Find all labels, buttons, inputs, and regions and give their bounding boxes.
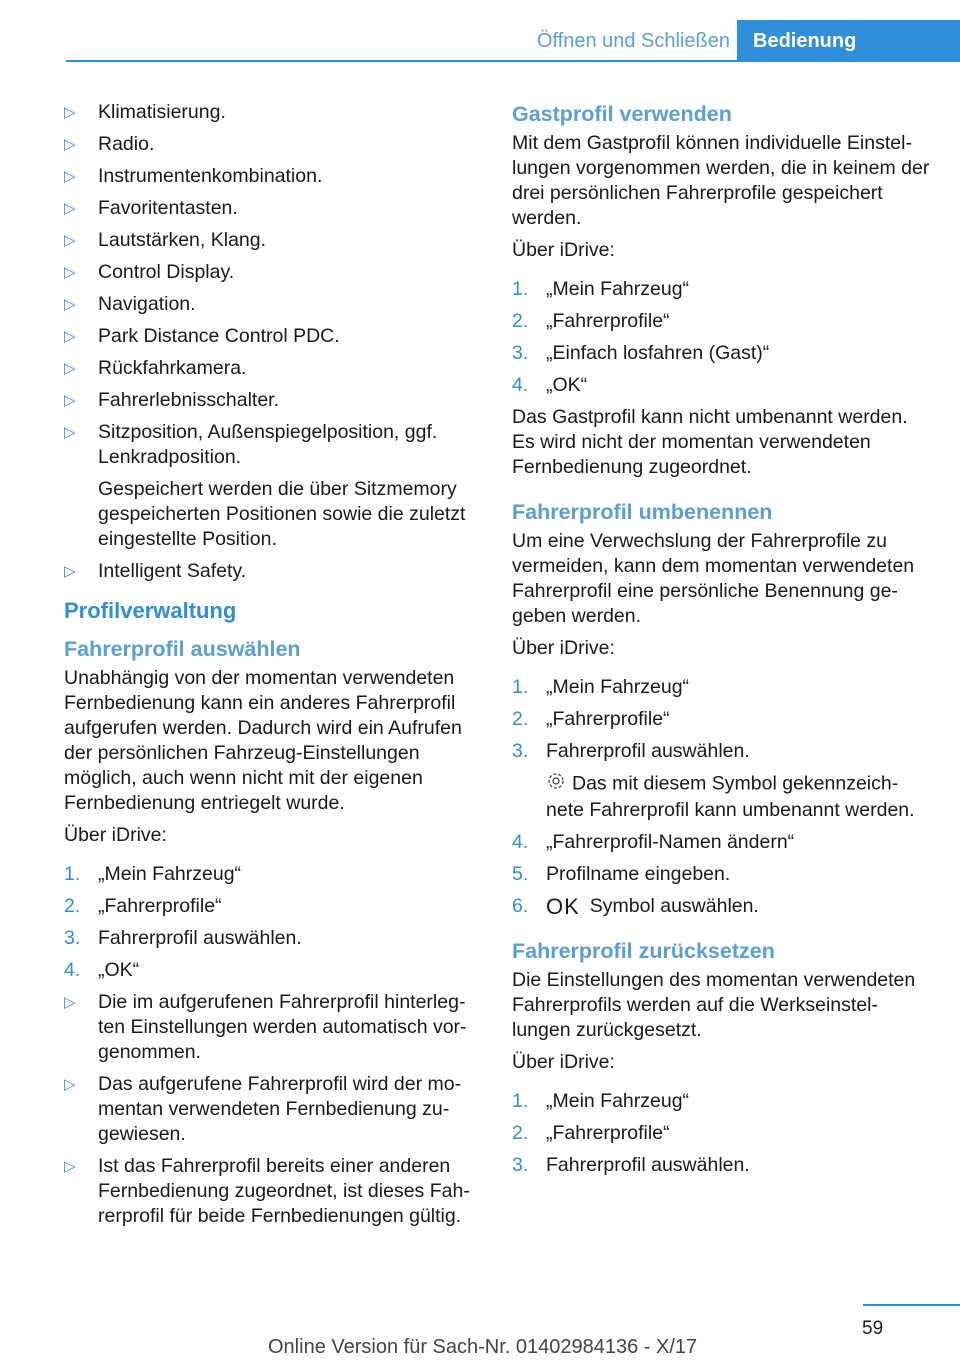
step-item: 3. Fahrerprofil auswählen. Das mit diesem Symbol gekennzeich‐ nete Fahrerprofil kann umbenannt werden. — [512, 739, 932, 823]
triangle-bullet-icon: ▷ — [64, 1158, 76, 1175]
step-number: 3. — [512, 740, 529, 762]
triangle-bullet-icon: ▷ — [64, 1076, 76, 1093]
step-number: 1. — [512, 676, 529, 698]
footer-text: Online Version für Sach-Nr. 01402984136 - X/17 — [268, 1336, 698, 1358]
step-item: 2. „Fahrerprofile“ — [512, 1122, 670, 1145]
right-column — [512, 100, 932, 1185]
triangle-bullet-icon: ▷ — [64, 232, 76, 249]
step-number: 6. — [512, 895, 529, 917]
step-item: 3. Fahrerprofil auswählen. — [64, 927, 302, 949]
step-item: 2. „Fahrerprofile“ — [512, 708, 670, 730]
list-item: ▷ Navigation. — [64, 293, 196, 315]
step-item: 1. „Mein Fahrzeug“ — [512, 278, 690, 300]
subsection-heading: Fahrerprofil zurücksetzen — [512, 939, 775, 964]
list-item-note: Gespeichert werden die über Sitzmemory gespeicherten Positionen sowie die zuletzt eingestellte Position. — [98, 478, 466, 550]
triangle-bullet-icon: ▷ — [64, 392, 76, 409]
step-number: 3. — [512, 1154, 529, 1177]
header-section: Öffnen und Schließen — [536, 30, 730, 52]
step-item: 1. „Mein Fahrzeug“ — [512, 1090, 690, 1113]
step-number: 4. — [64, 959, 81, 981]
paragraph: Die Einstellungen des momentan verwendeten Fahrerprofils werden auf die Werkseinstel‐ lungen zurückgesetzt. — [512, 969, 916, 1042]
paragraph: Unabhängig von der momentan verwendeten Fernbedienung kann ein anderes Fahrerprofil aufgerufen werden. Dadurch wird ein Aufrufen der persönlichen Fahrzeug-Einstellungen möglich, auch wenn nicht mit der eigenen Fernbedienung entriegelt wurde. — [64, 667, 462, 814]
step-item: 6. OK Symbol auswählen. — [512, 894, 759, 920]
step-note: Das mit diesem Symbol gekennzeich‐ nete Fahrerprofil kann umbenannt werden. — [546, 772, 915, 821]
triangle-bullet-icon: ▷ — [64, 264, 76, 281]
subsection-heading: Fahrerprofil umbenennen — [512, 500, 773, 524]
step-number: 2. — [64, 895, 81, 917]
step-item: 1. „Mein Fahrzeug“ — [64, 863, 242, 885]
page-header — [0, 0, 960, 62]
triangle-bullet-icon: ▷ — [64, 136, 76, 153]
step-number: 1. — [64, 863, 81, 885]
idrive-label: Über iDrive: — [512, 637, 615, 659]
section-heading: Profilverwaltung — [64, 598, 237, 623]
step-number: 3. — [512, 342, 529, 364]
list-item: ▷ Park Distance Control PDC. — [64, 325, 340, 347]
step-number: 2. — [512, 708, 529, 730]
idrive-label: Über iDrive: — [64, 824, 167, 846]
list-item: ▷ Intelligent Safety. — [64, 560, 247, 582]
step-item: 4. „OK“ — [512, 374, 588, 396]
list-item: ▷ Ist das Fahrerprofil bereits einer anderen Fernbedienung zugeordnet, ist dieses Fah‐ rerprofil für beide Fernbedienungen gültig. — [64, 1155, 470, 1227]
list-item: ▷ Sitzposition, Außenspiegelposition, ggf. Lenkradposition. Gespeichert werden die über Sitzmemory gespeicherten Positionen sowie die zuletzt eingestellte Position. — [64, 420, 479, 552]
step-item: 2. „Fahrerprofile“ — [512, 310, 670, 332]
list-item: ▷ Rückfahrkamera. — [64, 357, 247, 379]
list-item: ▷ Das aufgerufene Fahrerprofil wird der mo‐ mentan verwendeten Fernbedienung zu‐ gewiesen. — [64, 1073, 462, 1145]
step-number: 4. — [512, 831, 529, 853]
page-number: 59 — [862, 1318, 884, 1339]
header-rule — [66, 60, 737, 62]
list-item: ▷ Radio. — [64, 133, 155, 155]
paragraph: Um eine Verwechslung der Fahrerprofile zu vermeiden, kann dem momentan verwendeten Fahrerprofil eine persönliche Benennung ge‐ geben werden. — [512, 530, 915, 627]
ok-symbol-icon: OK — [546, 894, 580, 920]
header-tab: Bedienung — [737, 20, 960, 62]
step-number: 1. — [512, 1090, 529, 1113]
step-item: 5. Profilname eingeben. — [512, 863, 731, 885]
triangle-bullet-icon: ▷ — [64, 424, 76, 441]
triangle-bullet-icon: ▷ — [64, 200, 76, 217]
step-number: 4. — [512, 374, 529, 396]
list-item: ▷ Control Display. — [64, 261, 235, 283]
list-item: ▷ Klimatisierung. — [64, 101, 226, 123]
footer-rule — [863, 1304, 960, 1306]
triangle-bullet-icon: ▷ — [64, 328, 76, 345]
step-item: 4. „OK“ — [64, 959, 140, 981]
triangle-bullet-icon: ▷ — [64, 563, 76, 580]
triangle-bullet-icon: ▷ — [64, 360, 76, 377]
step-item: 3. „Einfach losfahren (Gast)“ — [512, 342, 770, 364]
gear-icon — [546, 771, 566, 798]
subsection-heading: Gastprofil verwenden — [512, 102, 732, 126]
triangle-bullet-icon: ▷ — [64, 104, 76, 121]
step-item: 3. Fahrerprofil auswählen. — [512, 1154, 750, 1177]
step-number: 1. — [512, 278, 529, 300]
triangle-bullet-icon: ▷ — [64, 994, 76, 1011]
step-number: 2. — [512, 310, 529, 332]
step-item: 1. „Mein Fahrzeug“ — [512, 676, 690, 698]
step-item: 2. „Fahrerprofile“ — [64, 895, 222, 917]
triangle-bullet-icon: ▷ — [64, 168, 76, 185]
subsection-heading: Fahrerprofil auswählen — [64, 637, 301, 661]
step-number: 2. — [512, 1122, 529, 1145]
paragraph: Das Gastprofil kann nicht umbenannt werden. Es wird nicht der momentan verwendeten Fernbedienung zugeordnet. — [512, 406, 908, 478]
left-column — [64, 100, 479, 1236]
paragraph: Mit dem Gastprofil können individuelle Einstel‐ lungen vorgenommen werden, die in keinem der drei persönlichen Fahrerprofile gespeichert werden. — [512, 132, 930, 229]
step-item: 4. „Fahrerprofil-Namen ändern“ — [512, 831, 795, 853]
list-item: ▷ Instrumentenkombination. — [64, 165, 323, 187]
step-number: 3. — [64, 927, 81, 949]
list-item: ▷ Lautstärken, Klang. — [64, 229, 267, 251]
idrive-label: Über iDrive: — [512, 239, 615, 261]
list-item: ▷ Favoritentasten. — [64, 197, 238, 219]
triangle-bullet-icon: ▷ — [64, 296, 76, 313]
step-number: 5. — [512, 863, 529, 885]
list-item: ▷ Die im aufgerufenen Fahrerprofil hinterleg‐ ten Einstellungen werden automatisch vor‐ genommen. — [64, 991, 467, 1063]
idrive-label: Über iDrive: — [512, 1051, 615, 1074]
list-item: ▷ Fahrerlebnisschalter. — [64, 389, 280, 411]
